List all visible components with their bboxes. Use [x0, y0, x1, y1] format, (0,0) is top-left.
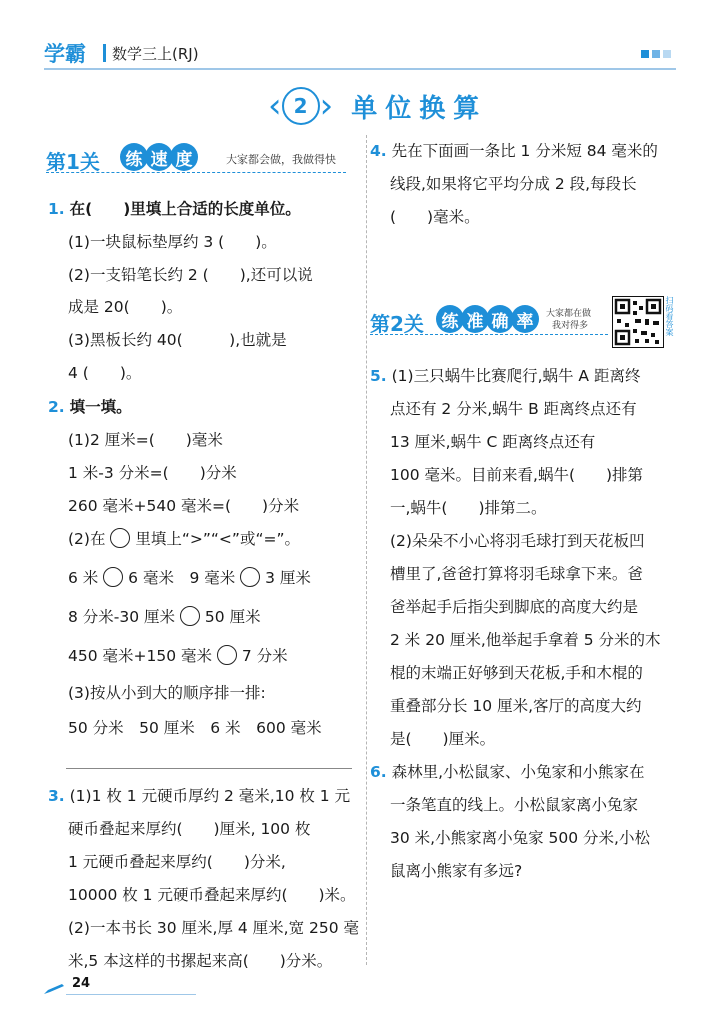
q3-line3: 1 元硬币叠起来厚约( )分米,: [68, 853, 286, 871]
pill-char: 准: [461, 305, 489, 333]
brand-logo: 学霸: [44, 42, 86, 66]
q1-part3-cont: 4 ( )。: [68, 364, 142, 382]
blank-circle[interactable]: [217, 645, 237, 665]
pill-char: 度: [170, 143, 198, 171]
qr-caption: 扫码看答案: [665, 296, 674, 336]
q2-compare-intro: (2)在 里填上“>”“<”或“=”。: [68, 530, 300, 548]
column-divider: [366, 135, 367, 965]
subject-title: 数学三上(RJ): [112, 45, 199, 63]
level1-label: 第1关: [46, 150, 100, 174]
q2-compare-row3: 450 毫米+150 毫米 7 分米: [68, 647, 288, 665]
pill-char: 率: [511, 305, 539, 333]
q4-line2: 线段,如果将它平均分成 2 段,每段长: [390, 175, 637, 193]
q2-compare-row1: 6 米 6 毫米 9 毫米 3 厘米: [68, 569, 311, 587]
question-5: 5. (1)三只蜗牛比赛爬行,蜗牛 A 距离终: [370, 367, 641, 385]
question-6: 6. 森林里,小松鼠家、小兔家和小熊家在: [370, 763, 645, 781]
level2-slogan-2: 我对得多: [552, 321, 589, 331]
chevron-right-icon: ›: [319, 86, 334, 126]
q5-line8: 爸举起手后指尖到脚底的高度大约是: [390, 598, 639, 616]
unit-heading: 单位换算: [351, 93, 488, 124]
blank-circle[interactable]: [110, 528, 130, 548]
header-square-icon: [652, 50, 660, 58]
section-separator: [66, 768, 352, 769]
q5-line7: 槽里了,爸爸打算将羽毛球拿下来。爸: [390, 565, 643, 583]
level1-rule: [46, 172, 346, 173]
unit-title: [268, 82, 487, 130]
level2-label: 第2关: [370, 312, 424, 336]
header-rule: [44, 68, 676, 70]
q5-line4: 100 毫米。目前来看,蜗牛( )排第: [390, 466, 644, 484]
q3-line2: 硬币叠起来厚约( )厘米, 100 枚: [68, 820, 311, 838]
q3-line5: (2)一本书长 30 厘米,厚 4 厘米,宽 250 毫: [68, 919, 360, 937]
footer-rule: [66, 994, 196, 995]
level2-pill: [436, 305, 536, 333]
q6-line4: 鼠离小熊家有多远?: [390, 862, 523, 880]
level1-pill: [120, 143, 195, 171]
page-number: 24: [72, 976, 91, 991]
header-square-icon: [663, 50, 671, 58]
q5-line9: 2 米 20 厘米,他举起手拿着 5 分米的木: [390, 631, 661, 649]
pill-char: 速: [145, 143, 173, 171]
qr-code-icon[interactable]: [612, 296, 664, 348]
q6-line2: 一条笔直的线上。小松鼠家离小兔家: [390, 796, 639, 814]
q3-line6: 米,5 本这样的书摞起来高( )分米。: [68, 952, 333, 970]
pill-char: 练: [120, 143, 148, 171]
q2-order-intro: (3)按从小到大的顺序排一排:: [68, 684, 266, 702]
q2-order-items: 50 分米 50 厘米 6 米 600 毫米: [68, 719, 322, 737]
q2-compare-row2: 8 分米-30 厘米 50 厘米: [68, 608, 261, 626]
blank-circle[interactable]: [240, 567, 260, 587]
unit-number: 2: [282, 87, 320, 125]
q2-line2: 1 米-3 分米=( )分米: [68, 464, 237, 482]
level2-slogan-1: 大家都在做: [546, 309, 592, 319]
q5-line12: 是( )厘米。: [390, 730, 496, 748]
q5-line6: (2)朵朵不小心将羽毛球打到天花板凹: [390, 532, 645, 550]
q2-line3: 260 毫米+540 毫米=( )分米: [68, 497, 300, 515]
q1-part2: (2)一支铅笔长约 2 ( ),还可以说: [68, 266, 313, 284]
pill-char: 确: [486, 305, 514, 333]
q1-part2-cont: 成是 20( )。: [68, 298, 183, 316]
q3-line4: 10000 枚 1 元硬币叠起来厚约( )米。: [68, 886, 356, 904]
q5-line5: 一,蜗牛( )排第二。: [390, 499, 547, 517]
level1-slogan: 大家都会做，我做得快: [226, 153, 336, 166]
q2-line1: (1)2 厘米=( )毫米: [68, 431, 223, 449]
q5-line2: 点还有 2 分米,蜗牛 B 距离终点还有: [390, 400, 637, 418]
q5-line3: 13 厘米,蜗牛 C 距离终点还有: [390, 433, 596, 451]
q5-line10: 棍的末端正好够到天花板,手和木棍的: [390, 664, 643, 682]
blank-circle[interactable]: [103, 567, 123, 587]
blank-circle[interactable]: [180, 606, 200, 626]
header-square-icon: [641, 50, 649, 58]
q-num: 1.: [48, 200, 65, 218]
question-4: 4. 先在下面画一条比 1 分米短 84 毫米的: [370, 142, 658, 160]
question-2: 2. 填一填。: [48, 398, 132, 416]
question-1: [48, 198, 301, 220]
question-1-text: 在( )里填上合适的长度单位。: [69, 200, 301, 218]
brand-divider: [103, 44, 106, 62]
pen-icon: [44, 979, 64, 989]
question-3: 3. (1)1 枚 1 元硬币厚约 2 毫米,10 枚 1 元: [48, 787, 351, 805]
q5-line11: 重叠部分长 10 厘米,客厅的高度大约: [390, 697, 642, 715]
pill-char: 练: [436, 305, 464, 333]
q4-line3: ( )毫米。: [390, 208, 480, 226]
q1-part1: (1)一块鼠标垫厚约 3 ( )。: [68, 233, 277, 251]
q6-line3: 30 米,小熊家离小兔家 500 分米,小松: [390, 829, 650, 847]
level2-rule: [370, 334, 608, 335]
chevron-left-icon: ‹: [268, 86, 282, 126]
q1-part3: (3)黑板长约 40( ),也就是: [68, 331, 287, 349]
